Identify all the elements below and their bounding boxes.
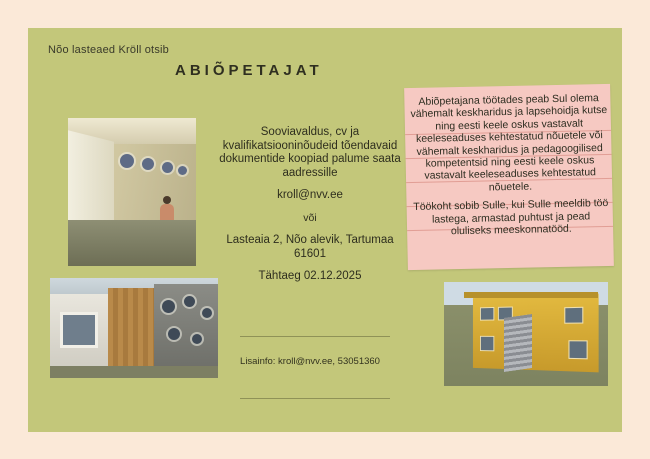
building-ground — [50, 366, 218, 378]
corridor-floor — [68, 220, 196, 266]
requirements-paragraph: Abiõpetajana töötades peab Sul olema vähemalt keskharidus ja lapsehoidja kutse ning eesti keele oskus vastavalt keeleseaduses kehtestatud nõuetele või vähemalt keskharidus ja pedagoogilised kompetentsid ning eesti keele oskus vastavalt keeleseaduses kehtestatud nõuetele. — [410, 92, 608, 194]
yellow-building-roofline — [464, 292, 598, 298]
corridor-porthole-icon — [162, 162, 173, 173]
building-window — [60, 312, 98, 348]
requirements-text-block — [409, 92, 612, 239]
yellow-building-window — [480, 336, 494, 351]
page-subtitle: Nõo lasteaed Kröll otsib — [48, 44, 169, 56]
yellow-building-staircase — [504, 314, 532, 372]
yellow-building-window — [480, 307, 494, 321]
yellow-building-window — [568, 340, 587, 359]
building-porthole-icon — [168, 328, 180, 340]
contact-email[interactable]: kroll@nvv.ee — [277, 189, 343, 201]
building-porthole-icon — [184, 296, 195, 307]
building-porthole-icon — [162, 300, 175, 313]
building-porthole-icon — [192, 334, 202, 344]
corridor-porthole-icon — [142, 158, 154, 170]
job-fit-paragraph: Töökoht sobib Sulle, kui Sulle meeldib töö lastega, armastad puhtust ja pead oluliseks meeskonnatööd. — [413, 197, 609, 238]
building-porthole-icon — [202, 308, 212, 318]
or-separator: või — [303, 211, 317, 224]
deadline-text: Tähtaeg 02.12.2025 — [258, 270, 362, 282]
application-instructions: Sooviavaldus, cv ja kvalifikatsiooninõudeid tõendavaid dokumentide koopiad palume saata aadressille — [219, 126, 401, 179]
divider-bottom — [240, 398, 390, 399]
yellow-building-photo — [444, 282, 608, 386]
postal-address: Lasteaia 2, Nõo alevik, Tartumaa 61601 — [226, 234, 394, 260]
yellow-building-window — [564, 307, 583, 324]
divider-top — [240, 336, 390, 337]
additional-info: Lisainfo: kroll@nvv.ee, 53051360 — [240, 356, 380, 367]
corridor-porthole-icon — [120, 154, 134, 168]
center-text-block — [212, 126, 408, 293]
corridor-porthole-icon — [178, 166, 187, 175]
page-title: ABIÕPETAJAT — [175, 62, 323, 79]
corridor-photo — [68, 118, 196, 266]
yellow-building-body — [473, 294, 599, 373]
building-photo — [50, 278, 218, 378]
